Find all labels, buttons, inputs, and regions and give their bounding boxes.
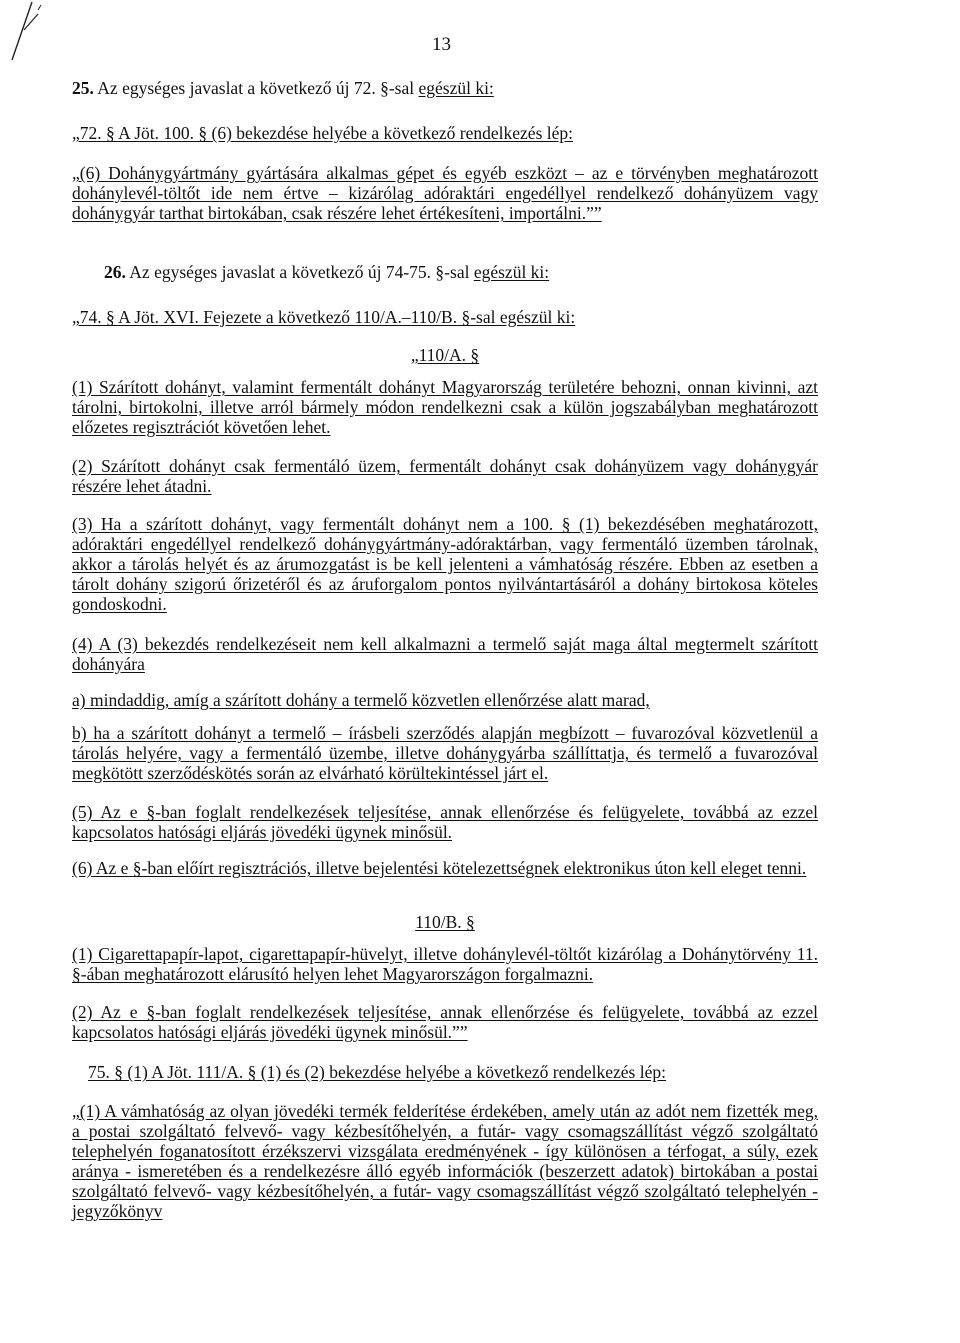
heading-110b: 110/B. § (415, 912, 475, 932)
section-number: 25. (72, 78, 94, 98)
section-text: Az egységes javaslat a következő új 74-75. §-sal (125, 262, 474, 282)
paragraph-110a-4: (4) A (3) bekezdés rendelkezéseit nem kell alkalmazni a termelő saját maga által megtermelt szárított dohányára (72, 634, 818, 674)
section-number: 26. (104, 262, 126, 282)
paragraph-110a-4b: b) ha a szárított dohányt a termelő – írásbeli szerződés alapján megbízott – fuvarozóval közvetlenül a tárolás helyére, vagy a fermentáló üzembe, illetve dohánygyárba szállíttatja, és termelő a fuvarozóval megkötött szerződéskötés során az elvárható körültekintéssel járt el. (72, 723, 818, 783)
margin-pen-mark (8, 0, 48, 64)
paragraph-110a-2: (2) Szárított dohányt csak fermentáló üzem, fermentált dohányt csak dohányüzem vagy dohánygyár részére lehet átadni. (72, 456, 818, 496)
paragraph-72-intro: „72. § A Jöt. 100. § (6) bekezdése helyébe a következő rendelkezés lép: (72, 123, 573, 143)
section-text-underlined: egészül ki: (473, 262, 550, 282)
paragraph-110a-3: (3) Ha a szárított dohányt, vagy fermentált dohányt nem a 100. § (1) bekezdésében meghatározott, adóraktári engedéllyel rendelkező dohánygyártmány-adóraktárban, vagy fermentáló üzemben tárolnak, akkor a tárolás helyét és az árumozgatást is be kell jelenteni a vámhatóság részére. Ebben az esetben a tárolt dohány szigorú őrizetéről és az áruforgalom pontos nyilvántartásáról a dohány birtokosa köteles gondoskodni. (72, 514, 818, 614)
heading-110a: „110/A. § (410, 345, 480, 365)
section-25-heading (72, 78, 818, 98)
paragraph-110b-1: (1) Cigarettapapír-lapot, cigarettapapír-hüvelyt, illetve dohánylevél-töltőt kizárólag a Dohánytörvény 11. §-ában meghatározott elárusító helyen lehet Magyarországon forgalmazni. (72, 944, 818, 984)
paragraph-75-body: „(1) A vámhatóság az olyan jövedéki termék felderítése érdekében, amely után az adót nem fizették meg, a postai szolgáltató felvevő- vagy kézbesítőhelyén, a futár- vagy csomagszállítást végző szolgáltató telephelyén foganatosított érzékszervi vizsgálata eredményének - így különösen a térfogat, a súly, ezek aránya - ismeretében és a rendelkezésre álló egyéb információk (beszerzett adatok) birtokában a postai szolgáltató felvevő- vagy kézbesítőhelyén, a futár- vagy csomagszállítást végző szolgáltató telephelyén - jegyzőkönyv (72, 1101, 818, 1221)
paragraph-110a-4a: a) mindaddig, amíg a szárított dohány a termelő közvetlen ellenőrzése alatt marad, (72, 690, 650, 710)
section-text: Az egységes javaslat a következő új 72. §-sal (93, 78, 419, 98)
paragraph-75-intro: 75. § (1) A Jöt. 111/A. § (1) és (2) bekezdése helyébe a következő rendelkezés lép: (88, 1062, 666, 1082)
paragraph-72-body: „(6) Dohánygyártmány gyártására alkalmas gépet és egyéb eszközt – az e törvényben meghatározott dohánylevél-töltőt ide nem értve – kizárólag adóraktári engedéllyel rendelkező dohányüzem vagy dohánygyár tarthat birtokában, csak részére lehet értékesíteni, importálni.”” (72, 163, 818, 223)
paragraph-110a-5: (5) Az e §-ban foglalt rendelkezések teljesítése, annak ellenőrzése és felügyelete, továbbá az ezzel kapcsolatos hatósági eljárás jövedéki ügynek minősül. (72, 802, 818, 842)
paragraph-74-intro: „74. § A Jöt. XVI. Fejezete a következő 110/A.–110/B. §-sal egészül ki: (72, 307, 576, 327)
section-26-heading (104, 262, 818, 282)
paragraph-110b-2: (2) Az e §-ban foglalt rendelkezések teljesítése, annak ellenőrzése és felügyelete, továbbá az ezzel kapcsolatos hatósági eljárás jövedéki ügynek minősül.”” (72, 1002, 818, 1042)
section-text-underlined: egészül ki: (418, 78, 494, 98)
paragraph-110a-1: (1) Szárított dohányt, valamint fermentált dohányt Magyarország területére behozni, onnan kivinni, azt tárolni, birtokolni, illetve arról bármely módon rendelkezni csak a külön jogszabályban meghatározott előzetes regisztrációt követően lehet. (72, 377, 818, 437)
page-number: 13 (432, 34, 451, 55)
paragraph-110a-6: (6) Az e §-ban előírt regisztrációs, illetve bejelentési kötelezettségnek elektronikus úton kell eleget tenni. (72, 858, 807, 878)
